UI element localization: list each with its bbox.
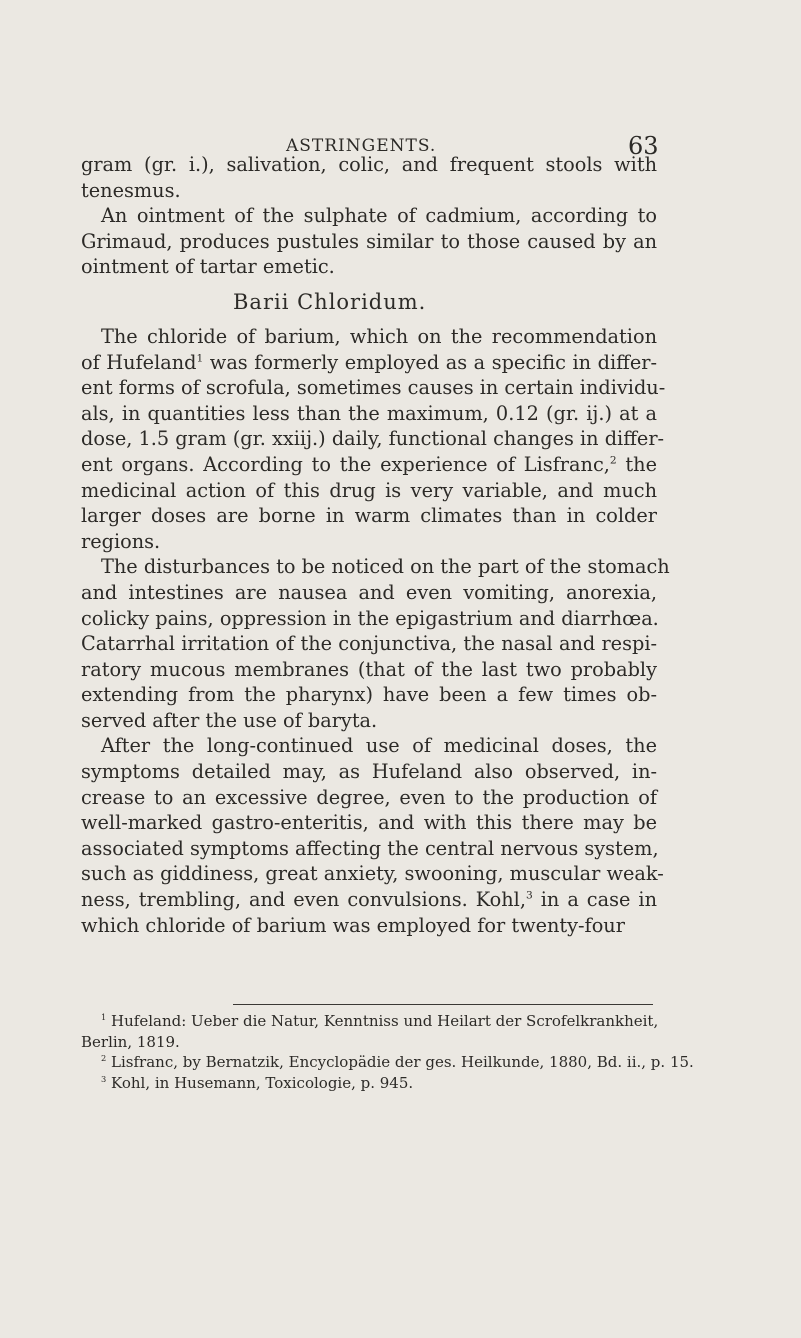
footnote-text: Kohl, in Husemann, Toxicologie, p. 945.: [111, 1073, 414, 1092]
text-line: larger doses are borne in warm climates than in colder: [81, 504, 657, 528]
text-line: als, in quantities less than the maximum, 0.12 (gr. ij.) at a: [81, 401, 657, 425]
text-line: An ointment of the sulphate of cadmium, according to: [101, 204, 657, 228]
text-line: crease to an excessive degree, even to the production of: [81, 785, 657, 809]
body-text: [81, 152, 670, 938]
footnote-mark: 3: [101, 1073, 107, 1084]
text-line: such as giddiness, great anxiety, swooning, muscular weak-: [81, 862, 664, 886]
text-line: served after the use of baryta.: [81, 708, 378, 732]
text-fragment: was formerly employed as a specific in differ-: [203, 350, 657, 374]
text-line: ent forms of scrofula, sometimes causes in certain individu-: [81, 376, 666, 400]
footnote-mark: 1: [101, 1012, 107, 1022]
footnote: [81, 1073, 657, 1094]
footnote-text: Hufeland: Ueber die Natur, Kenntniss und Heilart der Scrofelkrankheit,: [111, 1012, 659, 1030]
footnote-continuation: Berlin, 1819.: [81, 1032, 180, 1051]
footnote-divider: [233, 1004, 653, 1005]
footnote-mark: 2: [101, 1053, 107, 1063]
section-heading: Barii Chloridum.: [233, 289, 427, 314]
text-line: [81, 350, 657, 376]
paragraph: [81, 203, 657, 280]
footnote-text: Lisfranc, by Bernatzik, Encyclopädie der ges. Heilkunde, 1880, Bd. ii., p. 15.: [111, 1053, 694, 1071]
footnote: [81, 1011, 657, 1032]
text-line: which chloride of barium was employed for twenty-four: [81, 913, 625, 937]
text-line: ratory mucous membranes (that of the last two probably: [81, 657, 657, 681]
text-line: Grimaud, produces pustules similar to those caused by an: [81, 229, 657, 253]
footnote-ref[interactable]: 3: [525, 888, 533, 902]
text-line: associated symptoms affecting the central nervous system,: [81, 836, 659, 860]
paragraph: [81, 152, 657, 203]
text-line: symptoms detailed may, as Hufeland also observed, in-: [81, 760, 657, 784]
text-fragment: the: [616, 452, 657, 476]
text-line: extending from the pharynx) have been a few times ob-: [81, 683, 657, 707]
text-fragment: ness, trembling, and even convulsions. Kohl,: [81, 888, 526, 912]
footnote: [81, 1052, 694, 1073]
text-line: The disturbances to be noticed on the part of the stomach: [101, 555, 670, 579]
paragraph: [81, 554, 670, 733]
footnote-ref[interactable]: 2: [609, 453, 617, 467]
text-line: well-marked gastro-enteritis, and with this there may be: [81, 811, 657, 835]
text-line: The chloride of barium, which on the recommendation: [101, 324, 657, 348]
text-line: colicky pains, oppression in the epigastrium and diarrhœa.: [81, 606, 659, 630]
text-line: dose, 1.5 gram (gr. xxiij.) daily, functional changes in differ-: [81, 427, 665, 451]
page-number: 63: [628, 132, 659, 160]
text-line: and intestines are nausea and even vomiting, anorexia,: [81, 580, 657, 604]
paragraph: [81, 324, 666, 554]
text-line: gram (gr. i.), salivation, colic, and frequent stools with: [81, 153, 657, 176]
text-line: ointment of tartar emetic.: [81, 255, 335, 279]
text-fragment: ent organs. According to the experience of Lisfranc,: [81, 452, 610, 476]
text-line: [81, 887, 657, 913]
footnotes: [81, 1011, 694, 1093]
text-line: regions.: [81, 529, 161, 553]
text-line: [81, 452, 657, 478]
text-line: medicinal action of this drug is very variable, and much: [81, 478, 657, 502]
text-fragment: of Hufeland: [81, 350, 197, 374]
paragraph: [81, 733, 664, 938]
footnote-ref[interactable]: 1: [196, 351, 204, 365]
text-line: After the long-continued use of medicinal doses, the: [101, 734, 657, 758]
text-line: tenesmus.: [81, 178, 181, 202]
text-line: Catarrhal irritation of the conjunctiva, the nasal and respi-: [81, 632, 657, 656]
running-head: ASTRINGENTS.: [286, 136, 437, 156]
text-fragment: in a case in: [532, 888, 657, 912]
